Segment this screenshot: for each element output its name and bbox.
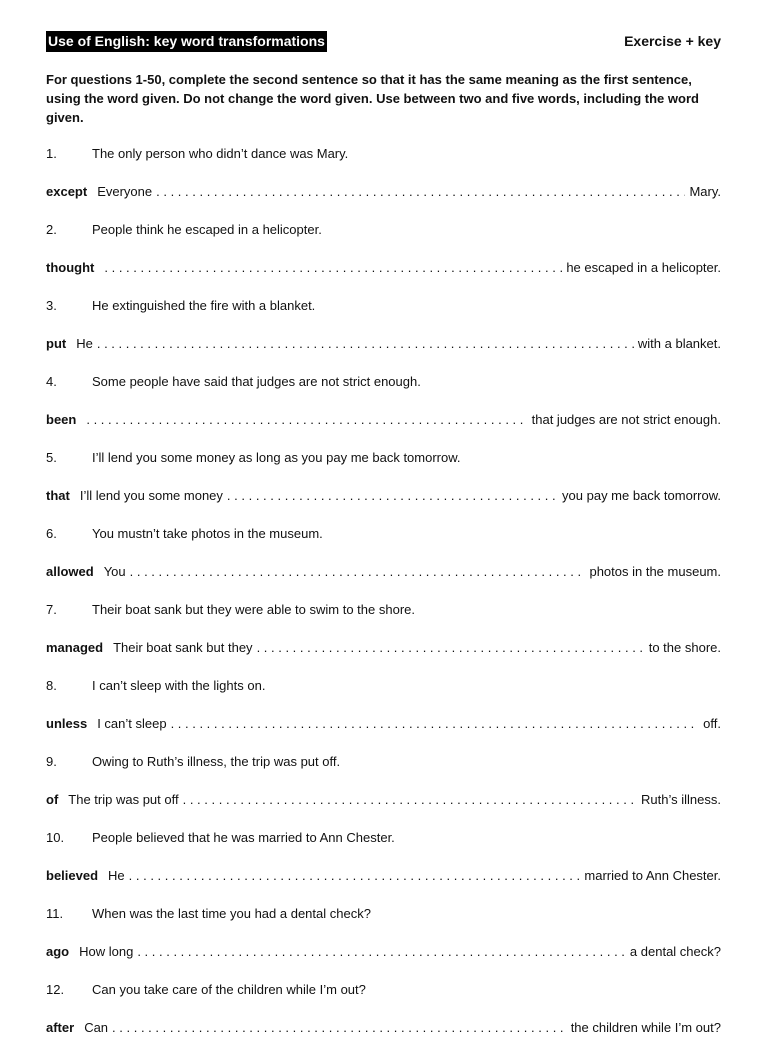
question-item xyxy=(46,677,721,753)
question-number: 1. xyxy=(46,146,57,161)
key-word: allowed xyxy=(46,564,94,579)
answer-prefix: I’ll lend you some money xyxy=(79,488,223,503)
question-sentence: The only person who didn’t dance was Mary. xyxy=(92,146,349,161)
answer-suffix: you pay me back tomorrow. xyxy=(562,488,721,503)
key-word: that xyxy=(46,488,70,503)
answer-row xyxy=(46,867,721,905)
question-sentence: People think he escaped in a helicopter. xyxy=(92,222,322,237)
answer-prefix: The trip was put off xyxy=(68,792,179,807)
key-word: unless xyxy=(46,716,88,731)
answer-prefix: He xyxy=(76,336,93,351)
answer-suffix: photos in the museum. xyxy=(589,564,721,579)
answer-suffix: to the shore. xyxy=(648,640,721,655)
question-number: 11. xyxy=(46,906,64,921)
key-word: put xyxy=(46,336,67,351)
answer-row xyxy=(46,943,721,981)
question-sentence: You mustn’t take photos in the museum. xyxy=(92,526,323,541)
question-sentence-row xyxy=(46,829,721,867)
question-item xyxy=(46,297,721,373)
answer-row xyxy=(46,411,721,449)
answer-row xyxy=(46,487,721,525)
key-word: after xyxy=(46,1020,75,1035)
question-sentence: Owing to Ruth’s illness, the trip was put off. xyxy=(92,754,341,769)
answer-prefix: Their boat sank but they xyxy=(113,640,253,655)
answer-row xyxy=(46,183,721,221)
question-number: 8. xyxy=(46,678,57,693)
answer-suffix: Ruth’s illness. xyxy=(641,792,721,807)
question-sentence-row xyxy=(46,373,721,411)
question-item xyxy=(46,905,721,981)
question-sentence-row xyxy=(46,221,721,259)
question-sentence: Can you take care of the children while I’m out? xyxy=(92,982,366,997)
question-item xyxy=(46,145,721,221)
answer-prefix: I can’t sleep xyxy=(97,716,167,731)
question-number: 4. xyxy=(46,374,57,389)
answer-blank[interactable] xyxy=(156,183,685,201)
question-item xyxy=(46,449,721,525)
answer-row xyxy=(46,715,721,753)
question-number: 3. xyxy=(46,298,57,313)
question-item xyxy=(46,981,721,1057)
question-number: 12. xyxy=(46,982,65,997)
question-item xyxy=(46,753,721,829)
key-word: believed xyxy=(46,868,99,883)
key-word: of xyxy=(46,792,59,807)
question-sentence-row xyxy=(46,981,721,1019)
key-word: ago xyxy=(46,944,70,959)
question-item xyxy=(46,829,721,905)
answer-blank[interactable] xyxy=(104,259,562,277)
question-sentence-row xyxy=(46,145,721,183)
question-list xyxy=(46,145,721,1057)
answer-prefix: Can xyxy=(84,1020,109,1035)
answer-blank[interactable] xyxy=(97,335,634,353)
answer-row xyxy=(46,791,721,829)
question-number: 5. xyxy=(46,450,57,465)
question-sentence: I can’t sleep with the lights on. xyxy=(92,678,266,693)
answer-suffix: a dental check? xyxy=(629,944,721,959)
question-sentence-row xyxy=(46,753,721,791)
answer-row xyxy=(46,639,721,677)
answer-blank[interactable] xyxy=(183,791,637,809)
worksheet-page xyxy=(46,30,721,1057)
answer-blank[interactable] xyxy=(130,563,586,581)
question-sentence: Some people have said that judges are not strict enough. xyxy=(92,374,421,389)
question-sentence-row xyxy=(46,525,721,563)
worksheet-title: Use of English: key word transformations xyxy=(46,31,327,52)
question-sentence-row xyxy=(46,297,721,335)
key-word: except xyxy=(46,184,88,199)
answer-suffix: married to Ann Chester. xyxy=(584,868,721,883)
answer-suffix: off. xyxy=(703,716,721,731)
exercise-key-label: Exercise + key xyxy=(624,33,721,49)
question-number: 10. xyxy=(46,830,65,845)
answer-suffix: the children while I’m out? xyxy=(570,1020,721,1035)
key-word: thought xyxy=(46,260,95,275)
question-sentence: People believed that he was married to Ann Chester. xyxy=(92,830,395,845)
question-number: 6. xyxy=(46,526,57,541)
question-sentence-row xyxy=(46,905,721,943)
answer-row xyxy=(46,259,721,297)
answer-blank[interactable] xyxy=(257,639,645,657)
answer-blank[interactable] xyxy=(112,1019,567,1037)
question-sentence: When was the last time you had a dental check? xyxy=(92,906,371,921)
key-word: managed xyxy=(46,640,104,655)
answer-prefix: Everyone xyxy=(97,184,153,199)
answer-blank[interactable] xyxy=(137,943,626,961)
question-number: 9. xyxy=(46,754,57,769)
answer-row xyxy=(46,1019,721,1057)
answer-blank[interactable] xyxy=(171,715,700,733)
question-sentence-row xyxy=(46,677,721,715)
question-number: 7. xyxy=(46,602,57,617)
answer-suffix: Mary. xyxy=(689,184,721,199)
question-item xyxy=(46,601,721,677)
answer-prefix: How long xyxy=(79,944,134,959)
answer-suffix: he escaped in a helicopter. xyxy=(566,260,721,275)
worksheet-header xyxy=(46,30,721,52)
key-word: been xyxy=(46,412,77,427)
answer-prefix: You xyxy=(103,564,126,579)
question-sentence: I’ll lend you some money as long as you pay me back tomorrow. xyxy=(92,450,461,465)
answer-prefix: He xyxy=(108,868,125,883)
answer-row xyxy=(46,335,721,373)
answer-blank[interactable] xyxy=(227,487,558,505)
question-item xyxy=(46,525,721,601)
question-sentence-row xyxy=(46,449,721,487)
question-sentence: He extinguished the fire with a blanket. xyxy=(92,298,316,313)
question-item xyxy=(46,221,721,297)
question-sentence: Their boat sank but they were able to swim to the shore. xyxy=(92,602,416,617)
instructions-text: For questions 1-50, complete the second sentence so that it has the same meaning as the first sentence, using the word given. Do not change the word given. Use between two and five words, including the word given. xyxy=(46,72,699,125)
answer-blank[interactable] xyxy=(129,867,581,885)
question-item xyxy=(46,373,721,449)
answer-row xyxy=(46,563,721,601)
answer-blank[interactable] xyxy=(86,411,527,429)
answer-suffix: with a blanket. xyxy=(637,336,721,351)
question-number: 2. xyxy=(46,222,57,237)
answer-suffix: that judges are not strict enough. xyxy=(531,412,721,427)
question-sentence-row xyxy=(46,601,721,639)
